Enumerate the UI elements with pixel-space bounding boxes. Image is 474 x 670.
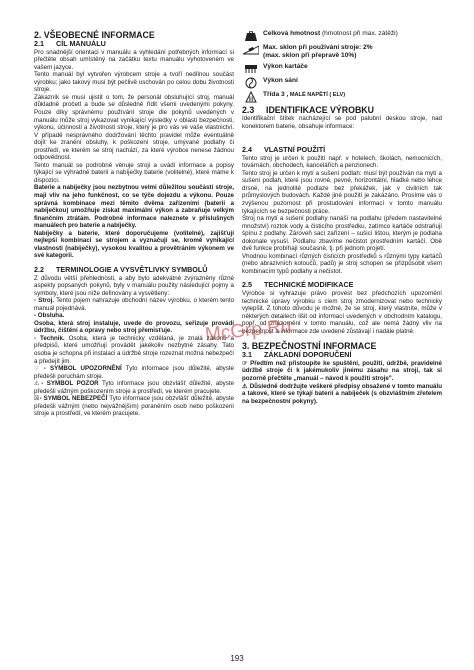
symbol-weight-row: Celková hmotnost (hmotnost při max. zátěži): [242, 30, 442, 41]
term-stroj: - Stroj. Tento pojem nahrazuje obchodní název výrobku, o kterém tento manuál pojednává.: [34, 297, 235, 312]
symbol-upozorneni: ☞ - SYMBOL UPOZORNĚNÍ Tyto informace jsou důležité, abyste předešli poruchám stroje.: [34, 365, 234, 380]
danger-icon: ☒: [34, 395, 40, 403]
svg-text:III: III: [247, 96, 254, 103]
symbol-class-row: III Třída 3 , MALÉ NAPĚTÍ ( ELV): [242, 91, 442, 102]
paragraph: Tento manuál byl vytvořen výrobcem stroje a tvoří nedílnou součást výrobku; jako takový musí být pečlivě uschován po celou dobu životnosti stroje.: [34, 71, 234, 94]
paragraph: Tento manuál se podrobně věnuje stroji a uvádí informace a popisy týkající se výhradně baterií a nabíječky baterie (volitelné), které máme k dispozici.: [34, 161, 234, 184]
paragraph-bold: ☞ Předtím než přistoupíte ke spuštění, použití, údržbě, pravidelné údržbě stroje či k jakémukoliv jinému zásahu na stroji, tak si pozorně přečtěte „manuál – návod k použití stroje".: [242, 359, 442, 382]
section-3-1-heading: 3.1 ZÁKLADNÍ DOPORUČENÍ: [242, 350, 352, 360]
section-2-2-heading: 2.2 TERMINOLOGIE A VYSVĚTLIVKY SYMBOLŮ: [34, 264, 208, 274]
suction-icon: [242, 77, 259, 88]
paragraph: Identifikační štítek nacházející se pod palubní deskou stroje, nad konektorem baterie, obsahuje informace:: [242, 115, 442, 130]
section-2-3-heading: 2.3 IDENTIFIKACE VÝROBKU: [242, 105, 375, 115]
right-column: [242, 30, 442, 405]
hand-icon: ☞: [242, 359, 251, 367]
paragraph: Výrobce si vyhrazuje právo provést bez předchozích upozornění technické úpravy výrobku s ciem stroj zmodernizovat nebo technicky vylepšit. Z tohoto důvodu je možné, že se stroj, který vlastníte, může v některých detailech lišit od informací uvedených v obchodním katalogu, popř. od znázornění v tomto manuálu, což ale nemá žádný vliv na bezpečnost a informace zde uvedené zůstávají i nadále platné.: [242, 290, 442, 335]
symbol-slope-row: Max. sklon při používání stroje: 2% (max. sklon při přepravě 10%): [242, 44, 442, 60]
watermark: McGrp.Ru: [204, 315, 293, 346]
symbol-brush-row: Výkon kartáče: [242, 63, 442, 74]
brush-icon: [242, 63, 259, 74]
section-2-5-heading: 2.5 TECHNICKÉ MODIFIKACE: [242, 280, 354, 290]
paragraph: Zákazník se musí ujistit o tom, že personál obsluhující stroj, manuál důkladně pročetl a bude se důsledně řídit všemi uvedenými pokyny. Pouze díky správnému používání stroje dle pokynů uvedených v manuálu může stroj vykazovat vynikající výsledky v oblasti bezpečnosti, výkonu, účinnosti a životnosti stroje, který je pro vás ve vaše vlastnictví. V případě nesprávného dodržování těchto pravidel může eventuálně dojít ke zranění obsluhy, k poškození stroje, umývané podlahy či prostředí, ve kterém se stroj nachází, za které výrobce nenese žádnou odpovědnost.: [34, 93, 234, 162]
paragraph: Pro snadnější orientaci v manuálu a vyhledání potřebných informací si přečtěte obsah umístěný na začátku textu manuálu vyhotoveném ve vašem jazyce.: [34, 48, 234, 71]
section-3-heading: 3. BEZPEČNOSTNÍ INFORMACE: [242, 341, 377, 352]
paragraph-bold: Baterie a nabíječky jsou nezbytnou velmi důležitou součástí stroje, mají vliv na jeho funkčnost, co se týče dojezdu a výkonu. Pouze správná kombinace mezi těmito dvěma zařízeními (baterií a nabíječkou) umožňuje získat maximální výkon a zabraňuje velkým finančním ztrátám. Podrobné informace naleznete v příslušných manuálech pro baterie a nabíječky.: [34, 184, 234, 230]
hand-icon: ☞: [34, 365, 44, 373]
paragraph-bold: Nabíječky a baterie, které doporučujeme (volitelné), zajišťují nejlepší kombinaci se strojem a vyznačují se, kromě vynikající vlastnosti (nabíječky), vysokou kvalitou a provětráním výkonem ve své kategorii.: [34, 229, 234, 260]
paragraph: Z důvodu větší přehlednosti, a aby bylo adekvátně zvýrazněny různé aspekty popsaných pokynů, byly v manuálu použity následující pojmy a symboly, které jsou níže definovány a vysvětleny:: [34, 274, 234, 297]
paragraph: Stroj na mytí a sušení podlahy nanáší na podlahu (předem nastavitelné množství) roztok vody a čisticího prostředku, zatímco kartáče odstraňují špínu z podlahy. Zároveň sací zařízení – sušicí lištou, kterým je podlaha dokonale vysuší. Podlahu zbavíme nečistot prostředním kartáčí. Obě dvě funkce probíhají současně, tj. při jednom projetí.: [242, 215, 442, 253]
paragraph: Tento stroj je určen k mytí a sušení podlah: musí být používán na mytí a sušení podlah, které jsou rovné, pevné, horizontální, hladké nebo lehce drsné, na jednolité podlaze bez překážek, jak v civilních tak průmyslových budovách. Každé jiné použití je zakázáno. Prosíme vás o zvýšenou pozornost při prostudování informací v tomto manuálu týkajících se bezpečnosti práce.: [242, 169, 442, 215]
term-obsluha-label: - Obsluha.: [34, 312, 65, 320]
left-column: [34, 30, 234, 418]
section-2-4-heading: 2.4 VLASTNÍ POUŽITÍ: [242, 145, 326, 155]
paragraph: Vhodnou kombinací různých čisticích prostředků s různými typy kartáčů (nebo abrazivních kotoučů, padů) je stroj schopen se přizpůsobit všem kombinacím typů podlahy a nečistot.: [242, 252, 442, 275]
symbol-pozor: ⚠- SYMBOL POZOR Tyto informace jsou obzvlášť důležité, abyste předešli vážným poškozením stroje a prostředí, ve kterém pracujete.: [34, 380, 234, 395]
term-technik: - Technik. Osoba, která je technicky vzdělaná, je znalá zákonů a předpisů, které umožňují provádět jakékoliv nezbytné zásahy. Tato osoba je schopna při instalaci a údržbě stroje rozeznat možná nebezpečí a předejít jim.: [34, 334, 234, 365]
warning-icon: ⚠: [34, 380, 42, 388]
paragraph-bold: ⚠ Důsledně dodržujte veškeré předpisy obsažené v tomto manuálu a takové, které se týkají baterií a nabíječek (s obzvláštním zřetelem na bezpečnostní pokyny).: [242, 382, 442, 405]
section-2-heading: 2. VŠEOBECNÉ INFORMACE: [34, 30, 155, 40]
symbol-suction-row: Výkon sání: [242, 77, 442, 88]
slope-icon: [242, 44, 259, 55]
page-number: 193: [230, 654, 244, 663]
paragraph: Tento stroj je určen k použití např. v hotelech, školách, nemocnicích, továrnách, obchodech, kancelářích a penzionech.: [242, 154, 442, 170]
class-3-icon: [242, 91, 259, 102]
weight-icon: [242, 30, 259, 41]
warning-icon: ⚠: [242, 382, 250, 390]
section-2-1-heading: 2.1 CÍL MANUÁLU: [34, 39, 106, 48]
symbol-nebezpeci: ☒- SYMBOL NEBEZPEČÍ Tyto informace jsou obzvlášť důležité, abyste předešli vážným (nebo nejvážnějším) poraněním osob nebo poškození stroje a prostředí, ve kterém pracujete.: [34, 395, 234, 418]
term-obsluha: Osoba, která stroj instaluje, uvede do provozu, seřizuje provádí údržbu, čištění a opravy nebo stroj přemisťuje.: [34, 319, 234, 335]
